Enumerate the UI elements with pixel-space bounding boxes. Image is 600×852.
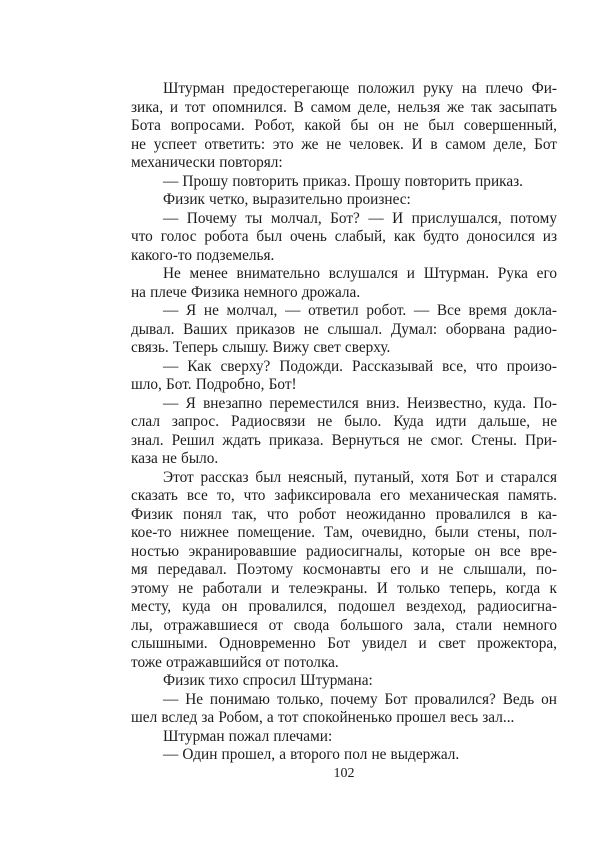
text-line: — Я внезапно переместился вниз. Неизвестно, куда. По-	[163, 394, 557, 412]
text-line: каза не было.	[131, 450, 219, 467]
text-line: лы, отражавшиеся от свода большого зала, стали немного	[131, 616, 557, 634]
text-line: мя передавал. Поэтому космонавты его и не слышали, по-	[131, 561, 557, 578]
text-line: Физик четко, выразительно произнес:	[163, 191, 411, 208]
text-line: этому не работали и телеэкраны. И только теперь, когда к	[131, 579, 557, 597]
text-line: — Один прошел, а второго пол не выдержал.	[163, 746, 460, 763]
text-line: тоже отражавшийся от потолка.	[131, 653, 339, 671]
text-line: на плече Физика немного дрожала.	[131, 283, 361, 301]
text-line: месту, куда он провалился, подошел вездеход, радиосигна-	[131, 598, 557, 615]
text-line: — Не понимаю только, почему Бот провалился? Ведь он	[163, 690, 557, 708]
text-line: что голос робота был очень слабый, как будто доносился из	[131, 228, 557, 245]
text-line: связь. Теперь слышу. Вижу свет сверху.	[131, 339, 391, 356]
text-line: слышными. Одновременно Бот увидел и свет прожектора,	[131, 635, 557, 652]
text-line: Физик тихо спросил Штурмана:	[163, 672, 373, 689]
text-line: Физик понял так, что робот неожиданно провалился в ка-	[131, 505, 557, 523]
text-line: Не менее внимательно вслушался и Штурман. Рука его	[163, 265, 557, 282]
text-line: — Прошу повторить приказ. Прошу повторить приказ.	[163, 172, 523, 190]
text-block	[131, 80, 557, 765]
text-line: — Я не молчал, — ответил робот. — Все время докла-	[163, 302, 557, 319]
text-line: не успеет ответить: это же не человек. И в самом деле, Бот	[131, 135, 557, 153]
text-line: Штурман предостерегающе положил руку на плечо Фи-	[163, 80, 557, 97]
text-line: сказать все то, что зафиксировала его механическая память.	[131, 487, 557, 504]
text-line: знал. Решил ждать приказа. Вернуться не смог. Стены. При-	[131, 431, 557, 449]
text-line: какого-то подземелья.	[131, 246, 275, 264]
text-line: Бота вопросами. Робот, какой бы он не был совершенный,	[131, 117, 557, 134]
page-number: 102	[333, 766, 355, 781]
text-line: ностью экранировавшие радиосигналы, которые он все вре-	[131, 542, 557, 560]
text-line: дывал. Ваших приказов не слышал. Думал: оборвана радио-	[131, 320, 557, 338]
text-line: механически повторял:	[131, 154, 283, 171]
text-line: шло, Бот. Подробно, Бот!	[131, 376, 297, 393]
text-line: зика, и тот опомнился. В самом деле, нельзя же так засыпать	[131, 98, 557, 116]
text-line: — Как сверху? Подожди. Рассказывай все, что произо-	[163, 357, 557, 375]
text-line: кое-то нижнее помещение. Там, очевидно, были стены, пол-	[131, 524, 557, 541]
text-line: шел вслед за Робом, а тот спокойненько прошел весь зал...	[131, 709, 515, 726]
text-line: — Почему ты молчал, Бот? — И прислушался, потому	[163, 209, 557, 227]
text-line: Штурман пожал плечами:	[163, 727, 333, 745]
text-line: слал запрос. Радиосвязи не было. Куда идти дальше, не	[131, 413, 557, 430]
text-line: Этот рассказ был неясный, путаный, хотя Бот и старался	[163, 468, 557, 486]
